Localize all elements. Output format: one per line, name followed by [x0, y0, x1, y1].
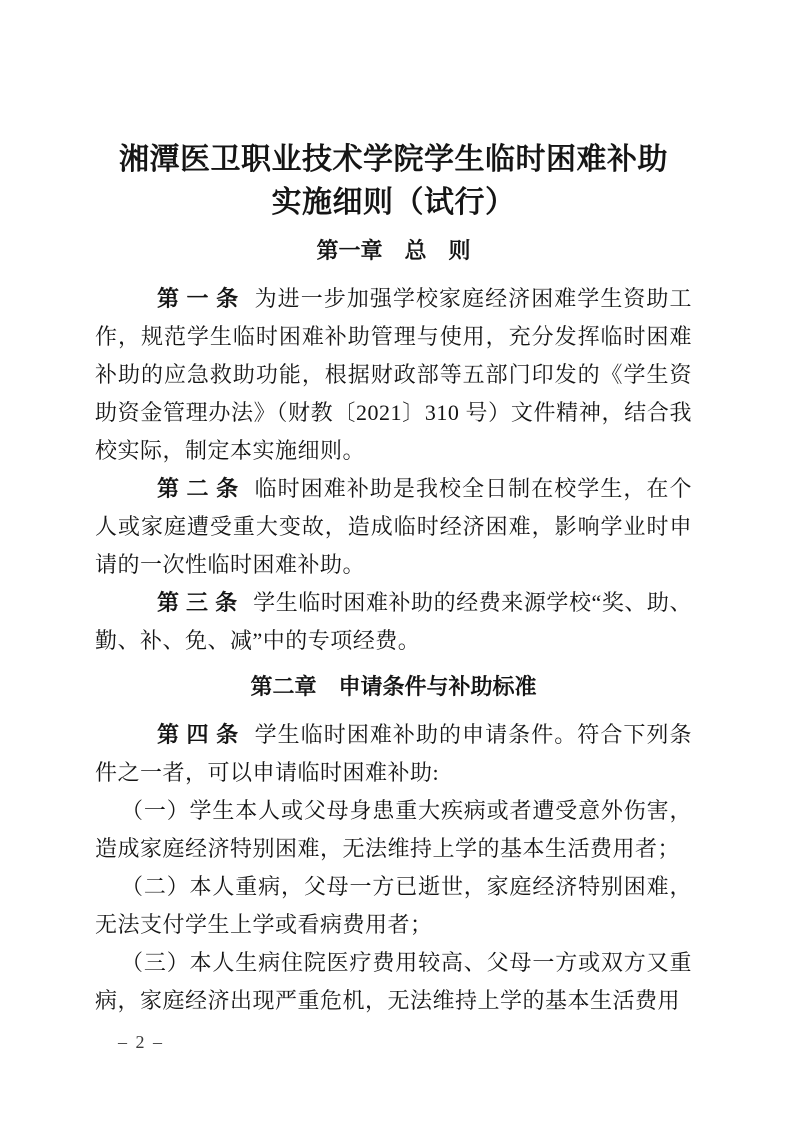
page-number: – 2 – [118, 1032, 164, 1052]
document-title [95, 138, 692, 224]
condition-item-2-paragraph: （二）本人重病，父母一方已逝世，家庭经济特别困难，无法支付学生上学或看病费用者； [95, 874, 692, 937]
article-3-label: 第三条 [157, 590, 245, 615]
document-body [95, 280, 692, 1020]
article-4-text: 学生临时困难补助的申请条件。符合下列条件之一者，可以申请临时困难补助: [95, 722, 692, 785]
document-title-line1: 湘潭医卫职业技术学院学生临时困难补助 [119, 143, 668, 176]
article-2-paragraph [95, 470, 692, 584]
condition-item-1-paragraph: （一）学生本人或父母身患重大疾病或者遭受意外伤害，造成家庭经济特别困难，无法维持上学的基本生活费用者； [95, 798, 692, 861]
article-2-label: 第二条 [157, 476, 246, 501]
article-4-paragraph [95, 716, 692, 792]
chapter-2-heading: 第二章 申请条件与补助标准 [250, 674, 537, 699]
article-3-text: 学生临时困难补助的经费来源学校“奖、助、勤、补、免、减”中的专项经费。 [95, 590, 692, 653]
article-1-paragraph [95, 280, 692, 470]
document-title-line2: 实施细则（试行） [271, 186, 516, 219]
article-4-label: 第四条 [157, 722, 246, 747]
condition-item-3-paragraph: （三）本人生病住院医疗费用较高、父母一方或双方又重病，家庭经济出现严重危机，无法维持上学的基本生活费用 [95, 950, 692, 1013]
chapter-1-heading: 第一章 总 则 [316, 238, 471, 263]
article-3-paragraph [95, 584, 692, 660]
document-content [95, 0, 692, 1020]
article-1-text: 为进一步加强学校家庭经济困难学生资助工作，规范学生临时困难补助管理与使用，充分发挥临时困难补助的应急救助功能，根据财政部等五部门印发的《学生资助资金管理办法》（财教〔2021〕310 号）文件精神，结合我校实际，制定本实施细则。 [95, 286, 692, 463]
article-2-text: 临时困难补助是我校全日制在校学生，在个人或家庭遭受重大变故，造成临时经济困难，影响学业时申请的一次性临时困难补助。 [95, 476, 692, 577]
article-1-label: 第一条 [157, 286, 246, 311]
